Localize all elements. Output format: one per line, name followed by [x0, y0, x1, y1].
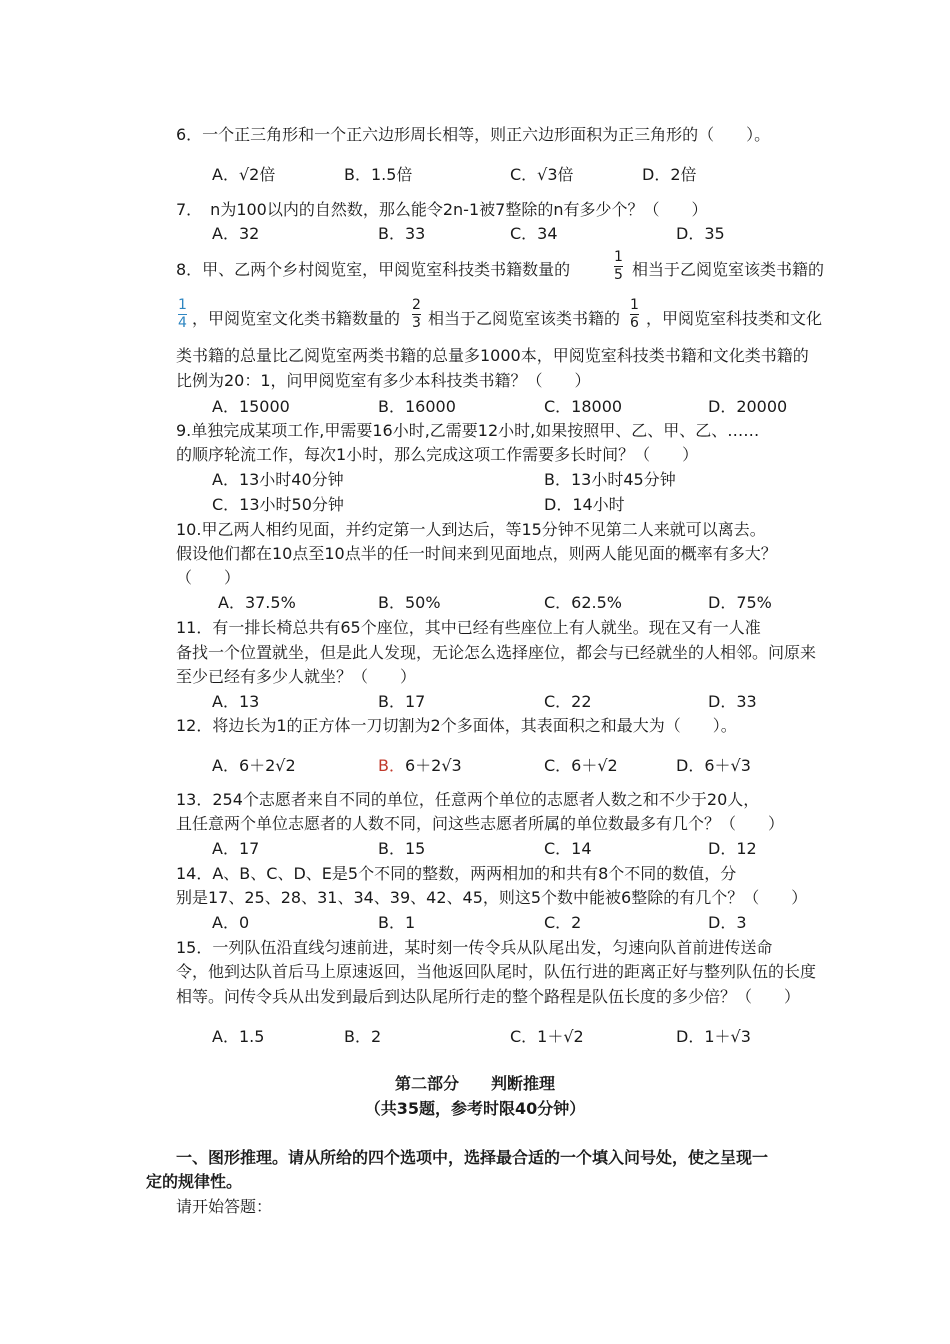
q6-option-c: C．√3倍	[510, 165, 574, 184]
q15-line1: 15．一列队伍沿直线匀速前进，某时刻一传令兵从队尾出发，匀速向队首前进传送命	[176, 938, 773, 957]
q8-option-d: D．20000	[708, 397, 788, 416]
q11-line2: 备找一个位置就坐，但是此人发现，无论怎么选择座位，都会与已经就坐的人相邻。问原来	[176, 643, 817, 662]
q8-fraction-1: 1 5	[614, 249, 623, 283]
part2-subtitle: （共35题，参考时限40分钟）	[364, 1099, 586, 1118]
q11-option-d: D．33	[708, 692, 757, 711]
q14-option-c: C．2	[544, 913, 582, 932]
q10-line2: 假设他们都在10点至10点半的任一时间来到见面地点，则两人能见面的概率有多大？	[176, 544, 777, 563]
q8-line1: 8．甲、乙两个乡村阅览室，甲阅览室科技类书籍数量的	[176, 260, 571, 279]
q11-option-b: B．17	[378, 692, 426, 711]
q14-option-d: D．3	[708, 913, 747, 932]
q12-option-b	[378, 755, 462, 777]
q7-option-b: B．33	[378, 224, 426, 243]
q8-line3: 类书籍的总量比乙阅览室两类书籍的总量多1000本，甲阅览室科技类书籍和文化类书籍的	[176, 346, 809, 365]
q10-option-a: A．37.5%	[218, 593, 296, 612]
q8-option-a: A．15000	[212, 397, 290, 416]
q8-fraction-3: 2 3	[412, 297, 421, 331]
q12-option-b-value: 6＋2√3	[404, 756, 462, 775]
q8-line2b: 相当于乙阅览室该类书籍的	[428, 309, 621, 328]
q6-stem: 6．一个正三角形和一个正六边形周长相等，则正六边形面积为正三角形的（ ）。	[176, 125, 771, 144]
q9-option-d: D．14小时	[544, 495, 625, 514]
q7-option-d: D．35	[676, 224, 725, 243]
q10-line3: （ ）	[176, 568, 241, 587]
q12-option-d: D．6＋√3	[676, 756, 751, 775]
q9-option-a: A．13小时40分钟	[212, 470, 344, 489]
q6-option-d: D．2倍	[642, 165, 697, 184]
q12-option-c: C．6＋√2	[544, 756, 618, 775]
q8-line2c: ，甲阅览室科技类和文化	[646, 309, 823, 328]
q13-option-c: C．14	[544, 839, 592, 858]
q11-option-c: C．22	[544, 692, 592, 711]
q9-option-b: B．13小时45分钟	[544, 470, 676, 489]
part2-title: 第二部分 判断推理	[394, 1074, 555, 1093]
q15-line2: 令，他到达队首后马上原速返回，当他返回队尾时，队伍行进的距离正好与整列队伍的长度	[176, 962, 817, 981]
q8-option-b: B．16000	[378, 397, 456, 416]
q7-stem: 7． n为100以内的自然数，那么能令2n-1被7整除的n有多少个？（ ）	[176, 200, 708, 219]
q9-line1: 9.单独完成某项工作,甲需要16小时,乙需要12小时,如果按照甲、乙、甲、乙、……	[176, 421, 760, 440]
q8-line2a: ，甲阅览室文化类书籍数量的	[192, 309, 401, 328]
q12-option-a: A．6＋2√2	[212, 756, 296, 775]
q11-line3: 至少已经有多少人就坐？（ ）	[176, 667, 417, 686]
q8-fraction-2: 1 4	[178, 297, 187, 331]
q14-option-b: B．1	[378, 913, 416, 932]
q8-line1b: 相当于乙阅览室该类书籍的	[632, 260, 825, 279]
q8-option-c: C．18000	[544, 397, 623, 416]
q13-line1: 13．254个志愿者来自不同的单位，任意两个单位的志愿者人数之和不少于20人，	[176, 790, 760, 809]
q10-option-d: D．75%	[708, 593, 772, 612]
q14-line1: 14．A、B、C、D、E是5个不同的整数，两两相加的和共有8个不同的数值，分	[176, 864, 737, 883]
q13-option-b: B．15	[378, 839, 426, 858]
q8-line4: 比例为20：1，问甲阅览室有多少本科技类书籍？（ ）	[176, 371, 591, 390]
q8-fraction-4: 1 6	[630, 297, 639, 331]
q11-line1: 11．有一排长椅总共有65个座位，其中已经有些座位上有人就坐。现在又有一人准	[176, 618, 761, 637]
q15-line3: 相等。问传令兵从出发到最后到达队尾所行走的整个路程是队伍长度的多少倍？（ ）	[176, 987, 801, 1006]
start-answering-prompt: 请开始答题：	[176, 1197, 273, 1216]
q9-option-c: C．13小时50分钟	[212, 495, 344, 514]
q6-option-a: A．√2倍	[212, 165, 276, 184]
part2-instruction-line1: 一、图形推理。请从所给的四个选项中，选择最合适的一个填入问号处，使之呈现一	[176, 1148, 769, 1167]
q13-line2: 且任意两个单位志愿者的人数不同，问这些志愿者所属的单位数最多有几个？（ ）	[176, 814, 785, 833]
q11-option-a: A．13	[212, 692, 260, 711]
q12-option-b-label: B．	[378, 756, 405, 775]
q15-option-a: A．1.5	[212, 1027, 265, 1046]
q10-option-b: B．50%	[378, 593, 441, 612]
q6-option-b: B．1.5倍	[344, 165, 413, 184]
q14-line2: 别是17、25、28、31、34、39、42、45，则这5个数中能被6整除的有几个？（ ）	[176, 888, 808, 907]
q13-option-d: D．12	[708, 839, 757, 858]
q10-option-c: C．62.5%	[544, 593, 623, 612]
q13-option-a: A．17	[212, 839, 260, 858]
q9-line2: 的顺序轮流工作，每次1小时，那么完成这项工作需要多长时间？（ ）	[176, 445, 699, 464]
q15-option-d: D．1＋√3	[676, 1027, 751, 1046]
q7-option-c: C．34	[510, 224, 558, 243]
q14-option-a: A．0	[212, 913, 250, 932]
q15-option-c: C．1＋√2	[510, 1027, 584, 1046]
part2-instruction-line2: 定的规律性。	[146, 1172, 243, 1191]
q10-line1: 10.甲乙两人相约见面，并约定第一人到达后，等15分钟不见第二人来就可以离去。	[176, 520, 766, 539]
q12-stem: 12．将边长为1的正方体一刀切割为2个多面体，其表面积之和最大为（ ）。	[176, 716, 737, 735]
q15-option-b: B．2	[344, 1027, 382, 1046]
q7-option-a: A．32	[212, 224, 260, 243]
